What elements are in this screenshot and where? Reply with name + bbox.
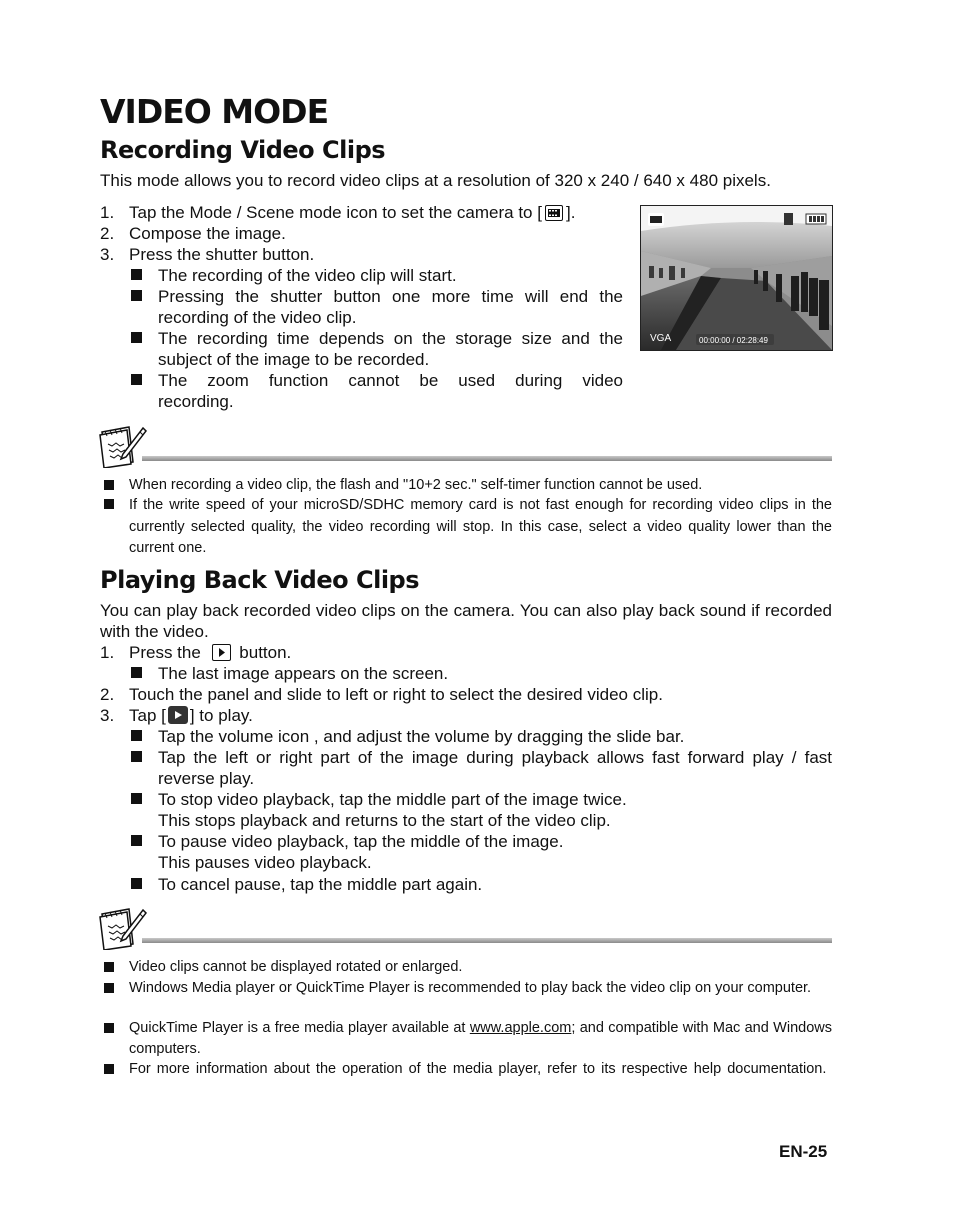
bullet-icon xyxy=(104,480,114,490)
recording-step-2: Compose the image. xyxy=(129,224,286,243)
step-number: 2. xyxy=(100,685,115,704)
bullet-icon xyxy=(104,1064,114,1074)
step-text: ]. xyxy=(565,203,576,222)
bullet-icon xyxy=(131,269,142,280)
playback-note xyxy=(129,1018,832,1059)
recording-intro: This mode allows you to record video clips at a resolution of 320 x 240 / 640 x 480 pixels. xyxy=(100,171,771,190)
bullet-icon xyxy=(131,751,142,762)
note-text: QuickTime Player is a free media player available at xyxy=(129,1020,470,1036)
playback-bullet: To stop video playback, tap the middle part of the image twice. xyxy=(158,790,627,809)
bullet-icon xyxy=(104,962,114,972)
recording-note: If the write speed of your microSD/SDHC memory card is not fast enough for recording video clips in the currently selected quality, the video recording will stop. In this case, select a video quality lower than the current one. xyxy=(129,497,832,556)
page-title: VIDEO MODE xyxy=(100,92,329,131)
step-text: Press the xyxy=(129,643,201,662)
bullet-icon xyxy=(131,374,142,385)
bullet-icon xyxy=(104,983,114,993)
playback-bullet: Tap the volume icon , and adjust the volume by dragging the slide bar. xyxy=(158,727,685,746)
playback-bullet: To cancel pause, tap the middle part again. xyxy=(158,875,483,894)
playback-note: For more information about the operation of the media player, refer to its respective help documentation. xyxy=(129,1061,827,1077)
playback-heading: Playing Back Video Clips xyxy=(100,566,420,594)
playback-bullet-continuation: This stops playback and returns to the start of the video clip. xyxy=(158,811,611,830)
playback-bullet: To pause video playback, tap the middle of the image. xyxy=(158,832,564,851)
bullet-icon xyxy=(131,290,142,301)
recording-time-label: 00:00:00 / 02:28:49 xyxy=(699,336,768,345)
step-text: Tap the Mode / Scene mode icon to set the camera to [ xyxy=(129,203,542,222)
playback-step-3 xyxy=(129,705,253,726)
playback-note: Windows Media player or QuickTime Player is recommended to play back the video clip on your computer. xyxy=(129,980,812,996)
recording-bullet: The zoom function cannot be used during video recording. xyxy=(158,371,623,411)
step-number: 3. xyxy=(100,245,115,264)
camera-screen-image xyxy=(640,205,833,351)
page-number: EN-25 xyxy=(779,1142,828,1161)
bullet-icon xyxy=(131,793,142,804)
note-text: ; and compatible with Mac and Windows computers. xyxy=(129,1020,832,1057)
note-divider xyxy=(142,456,832,461)
playback-step-2: Touch the panel and slide to left or right to select the desired video clip. xyxy=(129,685,663,704)
recording-bullet: The recording time depends on the storage size and the subject of the image to be recorded. xyxy=(158,329,623,369)
bullet-icon xyxy=(104,1023,114,1033)
step-number: 3. xyxy=(100,706,115,725)
recording-bullet: Pressing the shutter button one more time will end the recording of the video clip. xyxy=(158,287,623,327)
bullet-icon xyxy=(131,878,142,889)
recording-step-3: Press the shutter button. xyxy=(129,245,315,264)
bullet-icon xyxy=(131,332,142,343)
memory-card-icon xyxy=(784,213,793,225)
step-number: 1. xyxy=(100,203,115,222)
recording-step-1 xyxy=(129,202,629,223)
bullet-icon xyxy=(131,667,142,678)
recording-bullet: The recording of the video clip will start. xyxy=(158,266,457,285)
recording-note: When recording a video clip, the flash and "10+2 sec." self-timer function cannot be used. xyxy=(129,477,703,493)
playback-bullet: The last image appears on the screen. xyxy=(158,664,449,683)
resolution-label: VGA xyxy=(650,333,672,344)
step-number: 1. xyxy=(100,643,115,662)
playback-bullet-continuation: This pauses video playback. xyxy=(158,853,372,872)
bullet-icon xyxy=(104,499,114,509)
playback-note: Video clips cannot be displayed rotated or enlarged. xyxy=(129,959,463,975)
playback-bullet: Tap the left or right part of the image during playback allows fast forward play / fast reverse play. xyxy=(158,748,832,788)
notepad-pencil-icon xyxy=(99,424,147,468)
notepad-pencil-icon xyxy=(99,906,147,950)
note-divider xyxy=(142,938,832,943)
play-button-icon xyxy=(212,644,231,661)
playback-step-1 xyxy=(129,642,291,663)
step-text: Tap [ xyxy=(129,706,166,725)
recording-heading: Recording Video Clips xyxy=(100,136,386,164)
step-number: 2. xyxy=(100,224,115,243)
bullet-icon xyxy=(131,730,142,741)
step-text: ] to play. xyxy=(189,706,253,725)
video-mode-icon xyxy=(545,205,563,221)
bullet-icon xyxy=(131,835,142,846)
apple-website-link[interactable]: www.apple.com xyxy=(469,1020,572,1036)
playback-intro: You can play back recorded video clips on the camera. You can also play back sound if recorded with the video. xyxy=(100,601,832,641)
step-text: button. xyxy=(239,643,292,662)
play-icon xyxy=(168,706,188,724)
subway-station-photo xyxy=(641,206,832,350)
